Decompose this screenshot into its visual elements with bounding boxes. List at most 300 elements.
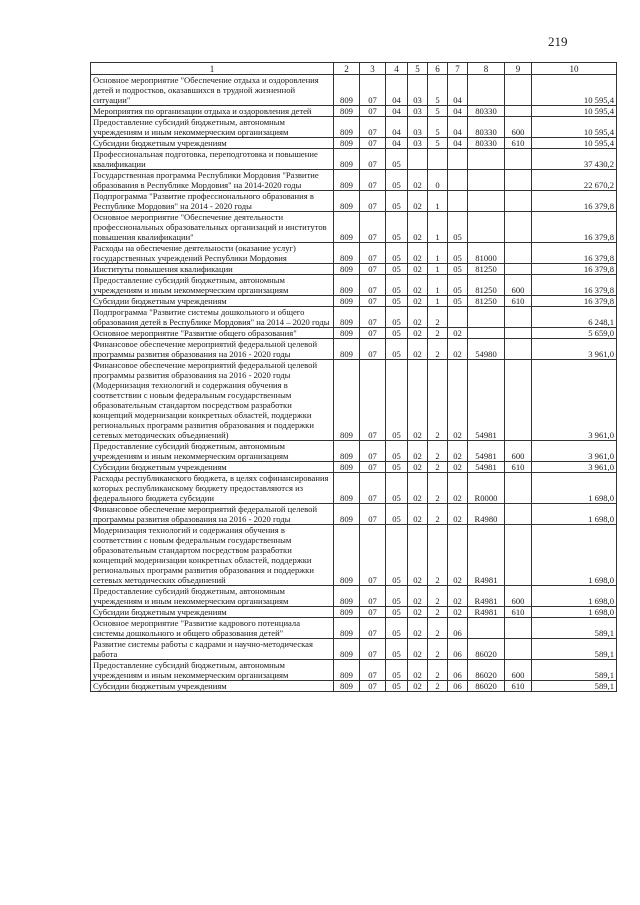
row-name-cell: Подпрограмма "Развитие профессионального образования в Республике Мордовия" на 2014 - 2020 годы [91, 191, 334, 212]
row-code-cell: 2 [428, 339, 448, 360]
row-code-cell: 02 [408, 660, 428, 681]
row-sum-cell: 589,1 [532, 618, 617, 639]
row-code-cell: 05 [386, 660, 408, 681]
row-code-cell: 03 [408, 106, 428, 117]
row-code-cell [505, 639, 532, 660]
row-code-cell: 2 [428, 462, 448, 473]
row-code-cell: 04 [386, 117, 408, 138]
row-name-cell: Субсидии бюджетным учреждениям [91, 462, 334, 473]
row-code-cell: 02 [448, 462, 468, 473]
row-code-cell: 809 [334, 149, 360, 170]
table-row [91, 339, 617, 360]
row-code-cell [468, 149, 505, 170]
row-name-cell: Предоставление субсидий бюджетным, автономным учреждениям и иным некоммерческим организациям [91, 586, 334, 607]
row-code-cell: 07 [360, 639, 386, 660]
row-code-cell: 07 [360, 660, 386, 681]
row-code-cell: R4980 [468, 504, 505, 525]
row-code-cell: 809 [334, 275, 360, 296]
row-code-cell [448, 170, 468, 191]
row-sum-cell: 1 698,0 [532, 607, 617, 618]
table-body [91, 75, 617, 692]
row-code-cell: 809 [334, 191, 360, 212]
column-header: 6 [428, 63, 448, 75]
row-code-cell: 07 [360, 504, 386, 525]
row-code-cell: 809 [334, 462, 360, 473]
row-code-cell: 07 [360, 138, 386, 149]
table-row [91, 212, 617, 243]
row-code-cell: 05 [386, 307, 408, 328]
column-header: 10 [532, 63, 617, 75]
row-sum-cell: 16 379,8 [532, 191, 617, 212]
row-code-cell: 54981 [468, 360, 505, 441]
row-code-cell: 600 [505, 660, 532, 681]
row-code-cell: 05 [386, 296, 408, 307]
row-code-cell: 02 [408, 639, 428, 660]
table-row [91, 504, 617, 525]
row-code-cell: 05 [386, 504, 408, 525]
row-code-cell: 809 [334, 607, 360, 618]
row-code-cell: 02 [408, 339, 428, 360]
row-name-cell: Основное мероприятие "Обеспечение отдыха и оздоровления детей и подростков, оказавшихся в трудной жизненной ситуации" [91, 75, 334, 106]
row-code-cell: 80330 [468, 138, 505, 149]
row-sum-cell: 589,1 [532, 660, 617, 681]
row-code-cell [448, 149, 468, 170]
row-code-cell [505, 212, 532, 243]
row-code-cell: 54981 [468, 462, 505, 473]
row-code-cell: 02 [408, 296, 428, 307]
column-header: 9 [505, 63, 532, 75]
column-header: 7 [448, 63, 468, 75]
row-code-cell [468, 191, 505, 212]
row-code-cell [448, 191, 468, 212]
row-sum-cell: 6 248,1 [532, 307, 617, 328]
row-code-cell: 600 [505, 586, 532, 607]
table-row [91, 275, 617, 296]
row-code-cell: 02 [408, 328, 428, 339]
row-code-cell [505, 360, 532, 441]
table-row [91, 586, 617, 607]
table-row [91, 106, 617, 117]
row-code-cell: 2 [428, 328, 448, 339]
row-sum-cell: 16 379,8 [532, 212, 617, 243]
row-code-cell: 2 [428, 441, 448, 462]
table-row [91, 307, 617, 328]
row-code-cell: 07 [360, 170, 386, 191]
table-row [91, 462, 617, 473]
row-code-cell: 02 [408, 473, 428, 504]
row-code-cell: 610 [505, 607, 532, 618]
row-code-cell [468, 618, 505, 639]
column-header: 8 [468, 63, 505, 75]
row-code-cell: 809 [334, 441, 360, 462]
row-code-cell [428, 149, 448, 170]
row-code-cell: 5 [428, 106, 448, 117]
row-code-cell: 809 [334, 618, 360, 639]
row-code-cell: 2 [428, 660, 448, 681]
row-code-cell: 04 [386, 106, 408, 117]
row-code-cell: 610 [505, 138, 532, 149]
row-code-cell: R4981 [468, 586, 505, 607]
row-code-cell: 05 [386, 473, 408, 504]
row-sum-cell: 37 430,2 [532, 149, 617, 170]
row-code-cell: 809 [334, 264, 360, 275]
row-name-cell: Подпрограмма "Развитие системы дошкольного и общего образования детей в Республике Мордовия" на 2014 – 2020 годы [91, 307, 334, 328]
row-code-cell: 81250 [468, 296, 505, 307]
row-code-cell: 05 [448, 243, 468, 264]
table-row [91, 681, 617, 692]
row-name-cell: Предоставление субсидий бюджетным, автономным учреждениям и иным некоммерческим организациям [91, 660, 334, 681]
row-name-cell: Модернизация технологий и содержания обучения в соответствии с новым федеральным государственным образовательным стандартом посредством разработки концепций модернизации конкретных областей, поддержки региональных программ развития образования и поддержки сетевых методических объединений [91, 525, 334, 586]
row-name-cell: Основное мероприятие "Развитие общего образования" [91, 328, 334, 339]
row-name-cell: Мероприятия по организации отдыха и оздоровления детей [91, 106, 334, 117]
row-code-cell: 809 [334, 138, 360, 149]
row-name-cell: Основное мероприятие "Обеспечение деятельности профессиональных образовательных организаций и институтов повышения квалификации" [91, 212, 334, 243]
row-code-cell: 07 [360, 360, 386, 441]
row-code-cell: R0000 [468, 473, 505, 504]
row-code-cell: 06 [448, 618, 468, 639]
table-row [91, 296, 617, 307]
row-code-cell: 1 [428, 296, 448, 307]
row-code-cell: 2 [428, 525, 448, 586]
row-code-cell: 05 [386, 339, 408, 360]
row-sum-cell: 1 698,0 [532, 473, 617, 504]
table-row [91, 525, 617, 586]
row-code-cell: 05 [448, 212, 468, 243]
row-code-cell: 809 [334, 681, 360, 692]
row-code-cell: 02 [448, 525, 468, 586]
row-code-cell: 07 [360, 462, 386, 473]
row-name-cell: Финансовое обеспечение мероприятий федеральной целевой программы развития образования на 2016 - 2020 годы [91, 339, 334, 360]
row-code-cell [505, 339, 532, 360]
row-sum-cell: 3 961,0 [532, 462, 617, 473]
row-code-cell [408, 149, 428, 170]
row-code-cell: 0 [428, 170, 448, 191]
row-code-cell: 02 [448, 441, 468, 462]
row-code-cell: 07 [360, 296, 386, 307]
row-code-cell: 06 [448, 639, 468, 660]
row-sum-cell: 22 670,2 [532, 170, 617, 191]
row-code-cell: 1 [428, 191, 448, 212]
row-code-cell: 2 [428, 307, 448, 328]
row-code-cell: 07 [360, 275, 386, 296]
table-row [91, 618, 617, 639]
row-code-cell: 04 [386, 138, 408, 149]
row-code-cell: 07 [360, 75, 386, 106]
row-code-cell: 07 [360, 586, 386, 607]
row-code-cell: 02 [408, 681, 428, 692]
table-row [91, 170, 617, 191]
row-code-cell: 600 [505, 441, 532, 462]
row-code-cell: 07 [360, 525, 386, 586]
row-code-cell: 05 [386, 607, 408, 618]
row-code-cell: 80330 [468, 117, 505, 138]
row-code-cell: 809 [334, 639, 360, 660]
row-code-cell [505, 525, 532, 586]
row-code-cell: 04 [448, 106, 468, 117]
row-code-cell: 07 [360, 106, 386, 117]
row-code-cell: 54981 [468, 441, 505, 462]
row-code-cell: 04 [448, 75, 468, 106]
row-code-cell: 809 [334, 586, 360, 607]
row-code-cell: 5 [428, 138, 448, 149]
row-code-cell: 07 [360, 618, 386, 639]
row-code-cell: 02 [408, 191, 428, 212]
row-code-cell: 1 [428, 212, 448, 243]
row-code-cell: 86020 [468, 681, 505, 692]
row-code-cell: 07 [360, 149, 386, 170]
row-name-cell: Субсидии бюджетным учреждениям [91, 681, 334, 692]
row-code-cell: 05 [386, 441, 408, 462]
row-code-cell: 81000 [468, 243, 505, 264]
row-code-cell: 07 [360, 243, 386, 264]
row-code-cell: 2 [428, 681, 448, 692]
table-row [91, 138, 617, 149]
row-code-cell: R4981 [468, 607, 505, 618]
row-code-cell: 05 [386, 275, 408, 296]
table-row [91, 191, 617, 212]
row-code-cell: 02 [408, 243, 428, 264]
row-code-cell: 05 [386, 618, 408, 639]
row-code-cell [505, 473, 532, 504]
row-code-cell: 809 [334, 212, 360, 243]
row-code-cell: 81250 [468, 264, 505, 275]
row-sum-cell: 16 379,8 [532, 296, 617, 307]
row-sum-cell: 5 659,0 [532, 328, 617, 339]
row-code-cell: 04 [448, 117, 468, 138]
row-code-cell: 02 [448, 607, 468, 618]
row-code-cell [505, 243, 532, 264]
table-row [91, 607, 617, 618]
row-name-cell: Финансовое обеспечение мероприятий федеральной целевой программы развития образования на 2016 - 2020 годы [91, 504, 334, 525]
row-code-cell: 05 [448, 275, 468, 296]
row-code-cell: 05 [386, 243, 408, 264]
row-code-cell: 05 [386, 191, 408, 212]
budget-table [90, 62, 617, 692]
row-name-cell: Предоставление субсидий бюджетным, автономным учреждениям и иным некоммерческим организациям [91, 275, 334, 296]
row-code-cell: 02 [408, 618, 428, 639]
row-code-cell: 2 [428, 360, 448, 441]
row-code-cell: 05 [386, 639, 408, 660]
row-code-cell: 06 [448, 681, 468, 692]
table-row [91, 264, 617, 275]
row-code-cell [505, 191, 532, 212]
row-sum-cell: 10 595,4 [532, 75, 617, 106]
row-code-cell: 07 [360, 473, 386, 504]
row-code-cell [468, 307, 505, 328]
row-code-cell: 02 [408, 462, 428, 473]
table-row [91, 117, 617, 138]
row-code-cell: 03 [408, 138, 428, 149]
row-sum-cell: 1 698,0 [532, 586, 617, 607]
row-code-cell: 06 [448, 660, 468, 681]
row-name-cell: Государственная программа Республики Мордовия "Развитие образования в Республике Мордовия" на 2014-2020 годы [91, 170, 334, 191]
table-row [91, 660, 617, 681]
row-name-cell: Институты повышения квалификации [91, 264, 334, 275]
row-code-cell: 600 [505, 117, 532, 138]
row-code-cell: 02 [448, 328, 468, 339]
row-code-cell: 610 [505, 462, 532, 473]
column-header: 5 [408, 63, 428, 75]
row-code-cell: 86020 [468, 639, 505, 660]
row-code-cell: 809 [334, 504, 360, 525]
row-code-cell: 05 [386, 170, 408, 191]
row-sum-cell: 1 698,0 [532, 504, 617, 525]
row-code-cell: 809 [334, 106, 360, 117]
row-code-cell: 02 [448, 360, 468, 441]
row-sum-cell: 10 595,4 [532, 106, 617, 117]
row-code-cell: 2 [428, 607, 448, 618]
row-code-cell: 809 [334, 307, 360, 328]
row-code-cell: 809 [334, 243, 360, 264]
table-row [91, 149, 617, 170]
row-code-cell: 02 [408, 170, 428, 191]
column-header: 1 [91, 63, 334, 75]
row-code-cell [468, 75, 505, 106]
row-code-cell: 03 [408, 117, 428, 138]
table-header-row [91, 63, 617, 75]
row-code-cell: 02 [448, 473, 468, 504]
row-name-cell: Субсидии бюджетным учреждениям [91, 296, 334, 307]
row-code-cell: 05 [386, 328, 408, 339]
row-code-cell: 07 [360, 191, 386, 212]
row-code-cell: 07 [360, 212, 386, 243]
row-code-cell: 02 [448, 586, 468, 607]
table-row [91, 243, 617, 264]
row-name-cell: Финансовое обеспечение мероприятий федеральной целевой программы развития образования на 2016 - 2020 годы (Модернизация технологий и содержания обучения в соответствии с новым федеральным государственным образовательным стандартом посредством разработки концепций модернизации конкретных областей, поддержки региональных программ развития образования и поддержки сетевых методических объединений) [91, 360, 334, 441]
row-code-cell: 02 [408, 212, 428, 243]
row-code-cell: 04 [386, 75, 408, 106]
row-code-cell: 600 [505, 275, 532, 296]
row-code-cell: 809 [334, 170, 360, 191]
row-name-cell: Субсидии бюджетным учреждениям [91, 607, 334, 618]
row-code-cell: 02 [408, 504, 428, 525]
row-code-cell: 5 [428, 75, 448, 106]
row-sum-cell: 3 961,0 [532, 339, 617, 360]
row-code-cell: 03 [408, 75, 428, 106]
row-code-cell [468, 328, 505, 339]
row-code-cell: 07 [360, 117, 386, 138]
row-code-cell: 610 [505, 681, 532, 692]
row-code-cell: 02 [408, 586, 428, 607]
row-code-cell: 04 [448, 138, 468, 149]
column-header: 2 [334, 63, 360, 75]
row-code-cell [468, 170, 505, 191]
row-name-cell: Расходы на обеспечение деятельности (оказание услуг) государственных учреждений Республики Мордовия [91, 243, 334, 264]
row-name-cell: Развитие системы работы с кадрами и научно-методическая работа [91, 639, 334, 660]
row-code-cell: 05 [448, 264, 468, 275]
table-row [91, 328, 617, 339]
row-code-cell: 809 [334, 339, 360, 360]
page-number: 219 [548, 34, 568, 49]
row-sum-cell: 3 961,0 [532, 360, 617, 441]
row-sum-cell: 10 595,4 [532, 117, 617, 138]
row-code-cell: 05 [386, 212, 408, 243]
row-code-cell: 86020 [468, 660, 505, 681]
row-code-cell [505, 149, 532, 170]
row-code-cell: 07 [360, 681, 386, 692]
row-code-cell: 1 [428, 275, 448, 296]
row-code-cell: 02 [408, 264, 428, 275]
table-row [91, 75, 617, 106]
column-header: 3 [360, 63, 386, 75]
table-row [91, 360, 617, 441]
row-code-cell: 1 [428, 243, 448, 264]
row-code-cell [505, 75, 532, 106]
row-name-cell: Профессиональная подготовка, переподготовка и повышение квалификации [91, 149, 334, 170]
row-code-cell: 02 [408, 307, 428, 328]
row-code-cell: 2 [428, 586, 448, 607]
table-row [91, 473, 617, 504]
row-code-cell [505, 307, 532, 328]
row-code-cell: 809 [334, 360, 360, 441]
row-code-cell: 05 [386, 264, 408, 275]
row-code-cell: 2 [428, 473, 448, 504]
row-code-cell [448, 307, 468, 328]
row-code-cell: 5 [428, 117, 448, 138]
row-code-cell: 02 [408, 607, 428, 618]
row-code-cell [505, 328, 532, 339]
row-name-cell: Основное мероприятие "Развитие кадрового потенциала системы дошкольного и общего образования детей" [91, 618, 334, 639]
row-code-cell [505, 106, 532, 117]
row-code-cell: 05 [448, 296, 468, 307]
row-code-cell: 81250 [468, 275, 505, 296]
row-code-cell: 809 [334, 660, 360, 681]
row-sum-cell: 16 379,8 [532, 275, 617, 296]
row-code-cell [505, 264, 532, 275]
row-code-cell: 809 [334, 525, 360, 586]
row-code-cell: 02 [448, 504, 468, 525]
row-code-cell: R4981 [468, 525, 505, 586]
row-sum-cell: 10 595,4 [532, 138, 617, 149]
row-code-cell: 2 [428, 639, 448, 660]
column-header: 4 [386, 63, 408, 75]
row-sum-cell: 1 698,0 [532, 525, 617, 586]
row-code-cell: 809 [334, 75, 360, 106]
row-code-cell: 02 [408, 360, 428, 441]
row-code-cell: 02 [408, 525, 428, 586]
row-code-cell: 809 [334, 328, 360, 339]
row-code-cell: 02 [408, 275, 428, 296]
row-code-cell [505, 170, 532, 191]
table-row [91, 441, 617, 462]
row-code-cell: 07 [360, 264, 386, 275]
row-name-cell: Предоставление субсидий бюджетным, автономным учреждениям и иным некоммерческим организациям [91, 117, 334, 138]
row-code-cell: 02 [408, 441, 428, 462]
row-code-cell: 07 [360, 328, 386, 339]
row-code-cell: 809 [334, 296, 360, 307]
row-code-cell: 05 [386, 681, 408, 692]
row-sum-cell: 16 379,8 [532, 243, 617, 264]
row-code-cell: 2 [428, 618, 448, 639]
row-sum-cell: 16 379,8 [532, 264, 617, 275]
row-code-cell: 610 [505, 296, 532, 307]
row-name-cell: Расходы республиканского бюджета, в целях софинансирования которых республиканскому бюджету предоставляются из федерального бюджета субсидии [91, 473, 334, 504]
row-code-cell: 05 [386, 149, 408, 170]
row-code-cell: 809 [334, 473, 360, 504]
row-code-cell: 80330 [468, 106, 505, 117]
row-code-cell: 07 [360, 339, 386, 360]
row-code-cell: 2 [428, 504, 448, 525]
table-row [91, 639, 617, 660]
row-code-cell [505, 504, 532, 525]
row-code-cell: 05 [386, 360, 408, 441]
row-code-cell: 05 [386, 525, 408, 586]
row-code-cell: 809 [334, 117, 360, 138]
row-sum-cell: 3 961,0 [532, 441, 617, 462]
row-code-cell: 05 [386, 462, 408, 473]
row-name-cell: Субсидии бюджетным учреждениям [91, 138, 334, 149]
row-code-cell [505, 618, 532, 639]
